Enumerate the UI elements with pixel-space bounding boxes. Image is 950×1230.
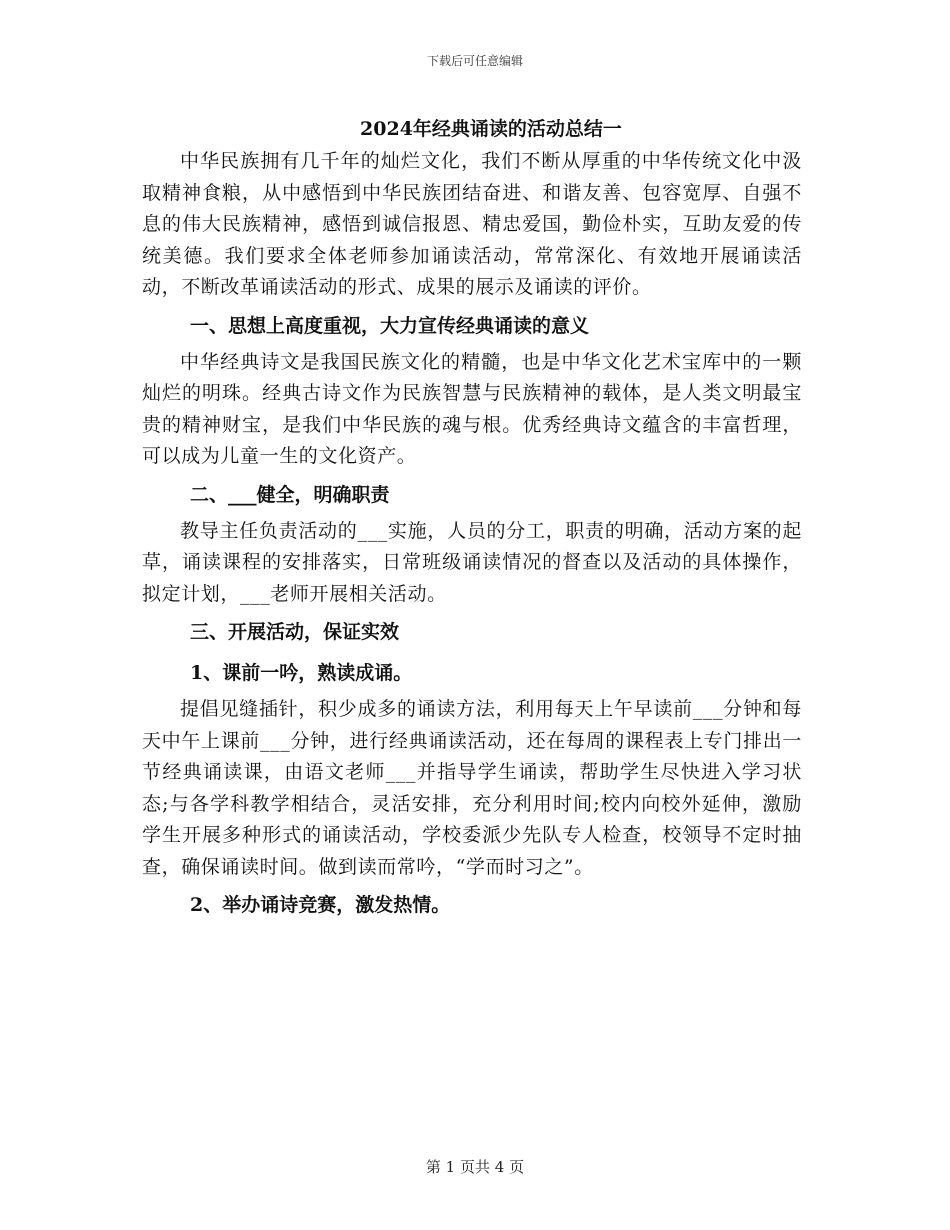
paragraph-responsibilities: 教导主任负责活动的___实施，人员的分工，职责的明确，活动方案的起草，诵读课程的安排落实，日常班级诵读情况的督查以及活动的具体操作，拟定计划，___老师开展相关活动。: [142, 519, 802, 605]
document-title: 2024年经典诵读的活动总结一: [360, 118, 622, 140]
page-footer: 第 1 页共 4 页: [425, 1158, 525, 1176]
section-heading-3: 三、开展活动，保证实效: [190, 621, 400, 643]
section-heading-1: 一、思想上高度重视，大力宣传经典诵读的意义: [190, 314, 590, 337]
page-header: 下载后可任意编辑: [426, 54, 523, 68]
document-body: [142, 112, 802, 926]
subsection-heading-1: 1、课前一吟，熟读成诵。: [190, 662, 413, 684]
subsection-heading-2: 2、举办诵诗竞赛，激发热情。: [190, 894, 451, 916]
section-heading-2: 二、___健全，明确职责: [190, 483, 390, 506]
paragraph-intro: 中华民族拥有几千年的灿烂文化，我们不断从厚重的中华传统文化中汲取精神食粮，从中感悟到中华民族团结奋进、和谐友善、包容宽厚、自强不息的伟大民族精神，感悟到诚信报恩、精忠爱国，勤俭朴实，互助友爱的传统美德。我们要求全体老师参加诵读活动，常常深化、有效地开展诵读活动，不断改革诵读活动的形式、成果的展示及诵读的评价。: [142, 150, 802, 298]
paragraph-reading-method: 提倡见缝插针，积少成多的诵读方法，利用每天上午早读前___分钟和每天中午上课前___分钟，进行经典诵读活动，还在每周的课程表上专门排出一节经典诵读课，由语文老师___并指导学生诵读，帮助学生尽快进入学习状态;与各学科教学相结合，灵活安排，充分利用时间;校内向校外延伸，激励学生开展多种形式的诵读活动，学校委派少先队专人检查，校领导不定时抽查，确保诵读时间。做到读而常吟，“学而时习之”。: [142, 698, 802, 878]
paragraph-significance: 中华经典诗文是我国民族文化的精髓，也是中华文化艺术宝库中的一颗灿烂的明珠。经典古诗文作为民族智慧与民族精神的载体，是人类文明最宝贵的精神财宝，是我们中华民族的魂与根。优秀经典诗文蕴含的丰富哲理，可以成为儿童一生的文化资产。: [142, 350, 802, 467]
